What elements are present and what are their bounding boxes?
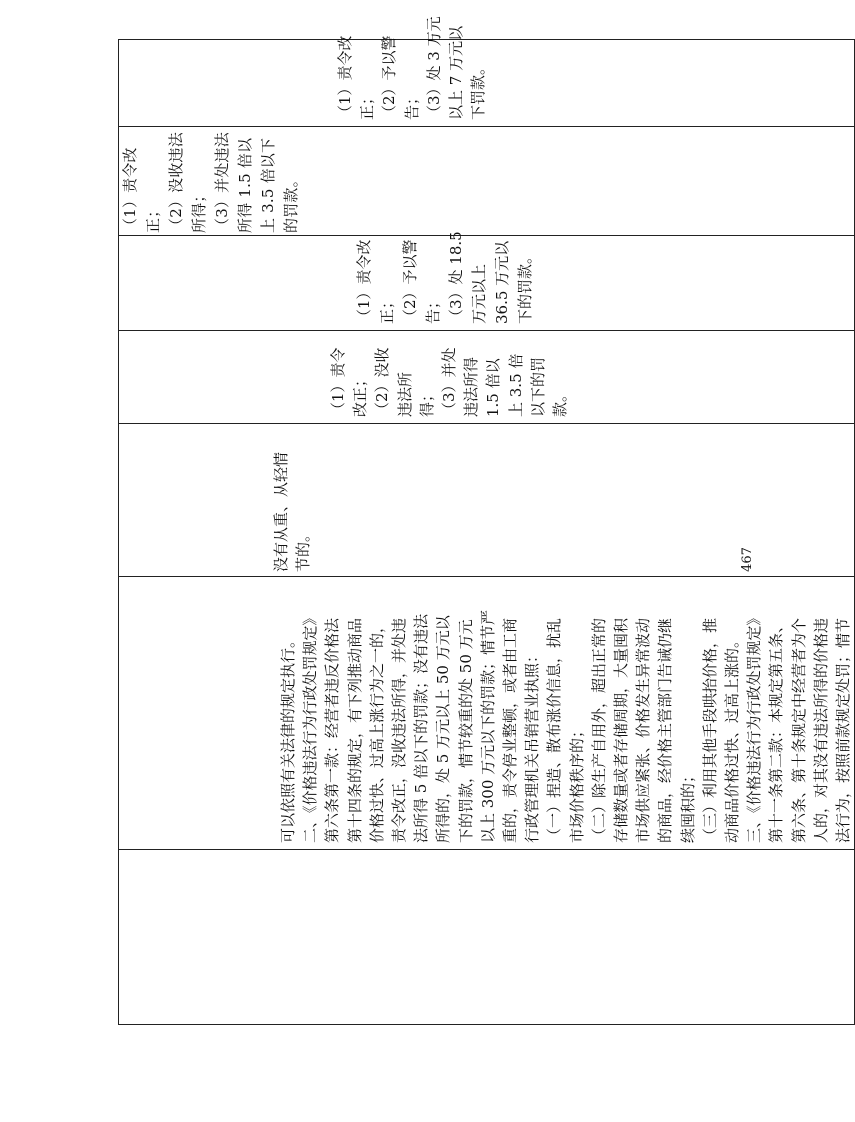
text-line: （一）捏造、散布涨价信息，扰乱	[545, 617, 564, 843]
text-line: 违法所得	[462, 356, 481, 417]
text-line: （3）处 3 万元	[424, 16, 443, 120]
text-line: 违法所	[395, 371, 414, 417]
table-cell-penalty-2	[119, 231, 855, 331]
text-line: （2）没收	[373, 347, 392, 417]
text-line: 正；	[358, 89, 377, 120]
text-line: 下罚款。	[469, 59, 488, 120]
text-line: 重的，责令停业整顿，或者由工商	[501, 617, 520, 843]
text-line: 款。	[551, 386, 570, 417]
text-line: 人的，对其没有违法所得的价格违	[811, 617, 830, 843]
text-line: 正；	[378, 293, 396, 324]
text-line: （2）予以警	[380, 35, 399, 120]
text-line: 以上 300 万元以下的罚款；情节严	[478, 609, 497, 843]
text-line: （1）责令改	[336, 35, 354, 120]
text-line: 没有从重、从轻情	[272, 451, 290, 572]
table-cell-col1	[119, 850, 855, 1025]
text-line: 改正；	[351, 371, 370, 417]
text-line: 责令改正，没收违法所得，并处违	[390, 617, 409, 843]
text-line: 以上 7 万元以	[447, 25, 466, 120]
text-line: 上 3.5 倍以下	[259, 137, 277, 233]
text-line: （3）并处	[440, 347, 459, 417]
text-line: （2）予以警	[401, 239, 419, 324]
text-line: 法行为，按照前款规定处罚；情节	[834, 617, 853, 843]
text-line: 法所得 5 倍以下的罚款；没有违法	[412, 613, 431, 843]
text-line: 价格过快、过高上涨行为之一的，	[367, 617, 386, 843]
table-cell-penalty-4	[119, 16, 855, 127]
text-line: 第六条、第十条规定中经营者为个	[789, 617, 808, 843]
text-line: （1）责令改	[355, 239, 373, 324]
text-line: （3）并处违法	[213, 132, 231, 233]
text-line: 第十四条的规定，有下列推动商品	[345, 617, 364, 843]
text-line: 告；	[424, 293, 442, 324]
text-line: 续囤积的；	[678, 767, 697, 843]
text-line: 的罚款。	[282, 172, 300, 233]
penalty-standards-table	[118, 16, 855, 1025]
text-line: 第十一条第二款：本规定第五条、	[767, 617, 786, 843]
text-line: 所得；	[190, 187, 208, 233]
text-line: （3）处 18.5	[447, 231, 465, 324]
penalty-text	[119, 231, 537, 330]
text-line: 存储数量或者存储周期，大量囤积	[612, 617, 631, 843]
text-line: 所得的，处 5 万元以上 50 万元以	[434, 615, 453, 843]
text-line: 所得 1.5 倍以	[236, 137, 254, 233]
table-row	[119, 40, 855, 1025]
text-line: 1.5 倍以	[484, 358, 503, 417]
text-line: 可以依照有关法律的规定执行。	[279, 632, 297, 843]
text-line: 告；	[402, 89, 421, 120]
text-line: 万元以上	[470, 263, 488, 324]
text-line: 以下的罚	[528, 356, 547, 417]
penalty-text	[119, 331, 571, 423]
text-line: 市场价格秩序的；	[567, 722, 586, 843]
legal-basis-text	[119, 577, 854, 849]
text-line: 36.5 万元以	[493, 240, 511, 324]
text-line: 的商品，经价格主管部门告诫仍继	[656, 617, 675, 843]
text-line: 三、《价格违法行为行政处罚规定》	[745, 610, 764, 843]
table-cell-legal-basis	[119, 577, 855, 850]
text-line: 下的罚款，情节较重的处 50 万元	[456, 619, 475, 843]
text-line: （1）责令	[329, 347, 347, 417]
text-line: 行政管理机关吊销营业执照：	[523, 647, 542, 843]
text-line: 动商品价格过快、过高上涨的。	[723, 632, 742, 843]
penalty-text	[119, 16, 489, 126]
text-line: 市场供应紧张、价格发生异常波动	[634, 617, 653, 843]
text-line: 节的。	[294, 526, 313, 572]
table-cell-penalty-1	[119, 331, 855, 424]
text-line: 得；	[417, 386, 436, 417]
circumstance-text	[119, 424, 314, 576]
text-line: 二、《价格违法行为行政处罚规定》	[301, 610, 320, 843]
text-line: （二）除生产自用外，超出正常的	[589, 617, 608, 843]
text-line: （1）责令改	[121, 147, 139, 233]
text-line: 正；	[144, 202, 162, 233]
text-line: （三）利用其他手段哄抬价格，推	[700, 617, 719, 843]
penalty-text	[119, 127, 303, 235]
text-line: 第六条第一款：经营者违反价格法	[323, 617, 342, 843]
text-line: 上 3.5 倍	[506, 353, 525, 417]
table-cell-penalty-3	[119, 127, 855, 236]
text-line: （2）没收违法	[167, 132, 185, 233]
text-line: 下的罚款。	[516, 248, 534, 324]
page-number: 467	[739, 547, 755, 572]
